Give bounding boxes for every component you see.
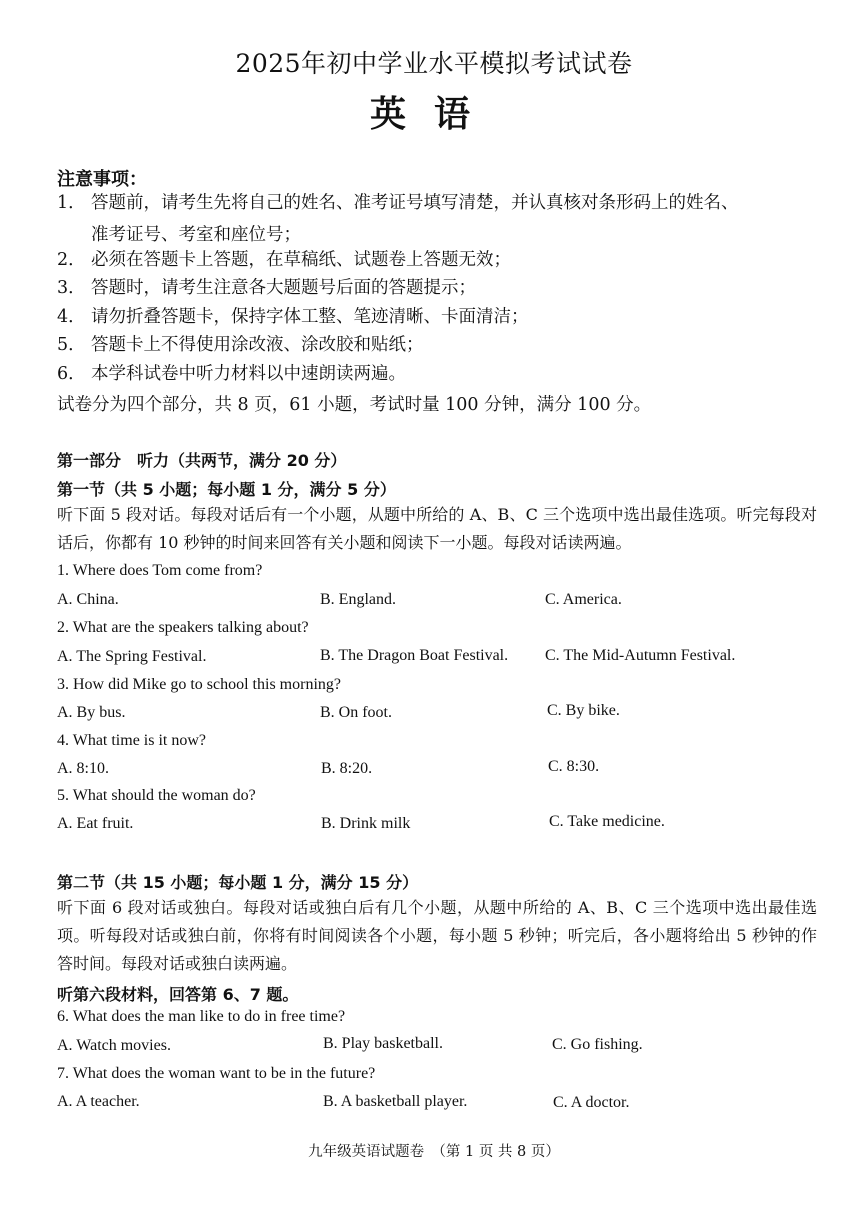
option-6b: B. Play basketball. <box>323 1035 443 1052</box>
exam-summary: 试卷分为四个部分，共 8 页，61 小题，考试时量 100 分钟，满分 100 分。 <box>57 395 652 415</box>
option-7c: C. A doctor. <box>553 1094 630 1111</box>
option-4b: B. 8:20. <box>321 760 373 777</box>
note-item-3 <box>57 274 817 302</box>
option-5c: C. Take medicine. <box>549 813 665 830</box>
notes-heading: 注意事项： <box>57 169 147 190</box>
note-text: 答题卡上不得使用涂改液、涂改胶和贴纸； <box>91 335 424 355</box>
option-5a: A. Eat fruit. <box>57 815 134 832</box>
note-item-2 <box>57 246 817 274</box>
question-4: 4. What time is it now? <box>57 732 207 749</box>
question-6: 6. What does the man like to do in free time? <box>57 1008 346 1025</box>
option-3a: A. By bus. <box>57 704 126 721</box>
note-number: 5． <box>57 335 86 355</box>
option-1c: C. America. <box>545 591 622 608</box>
note-text: 请勿折叠答题卡，保持字体工整、笔迹清晰、卡面清洁； <box>91 307 529 327</box>
exam-title: 2025年初中学业水平模拟考试试卷 <box>235 49 633 78</box>
note-number: 4． <box>57 307 86 327</box>
option-7b: B. A basketball player. <box>323 1093 468 1110</box>
option-2a: A. The Spring Festival. <box>57 648 207 665</box>
note-item-1 <box>57 189 817 217</box>
section1-instructions: 听下面 5 段对话。每段对话后有一个小题，从题中所给的 A、B、C 三个选项中选出最佳选项。听完每段对话后，你都有 10 秒钟的时间来回答有关小题和阅读下一小题。每段对话读两遍。 <box>57 505 817 552</box>
section2-heading: 第二节（共 15 小题；每小题 1 分，满分 15 分） <box>57 873 419 892</box>
material-heading: 听第六段材料，回答第 6、7 题。 <box>57 985 299 1004</box>
note-number: 1． <box>57 193 86 213</box>
note-text: 必须在答题卡上答题，在草稿纸、试题卷上答题无效； <box>91 250 511 270</box>
question-1: 1. Where does Tom come from? <box>57 562 263 579</box>
option-2b: B. The Dragon Boat Festival. <box>320 647 509 664</box>
note-number: 3． <box>57 278 86 298</box>
note-item-1-continued: 准考证号、考室和座位号； <box>91 225 301 245</box>
page-footer: 九年级英语试题卷 （第 1 页 共 8 页） <box>308 1144 560 1160</box>
question-7: 7. What does the woman want to be in the future? <box>57 1065 376 1082</box>
note-item-5 <box>57 331 817 359</box>
option-1a: A. China. <box>57 591 119 608</box>
note-text: 答题时，请考生注意各大题题号后面的答题提示； <box>91 278 476 298</box>
option-2c: C. The Mid-Autumn Festival. <box>545 647 736 664</box>
option-6a: A. Watch movies. <box>57 1037 171 1054</box>
subject-title: 英语 <box>369 94 498 135</box>
option-5b: B. Drink milk <box>321 815 411 832</box>
option-1b: B. England. <box>320 591 396 608</box>
note-item-4 <box>57 303 817 331</box>
question-5: 5. What should the woman do? <box>57 787 256 804</box>
note-item-6 <box>57 360 817 388</box>
option-6c: C. Go fishing. <box>552 1036 643 1053</box>
note-text: 本学科试卷中听力材料以中速朗读两遍。 <box>91 364 406 384</box>
part1-heading: 第一部分 听力（共两节，满分 20 分） <box>57 451 347 470</box>
option-4a: A. 8:10. <box>57 760 109 777</box>
note-text: 答题前，请考生先将自己的姓名、准考证号填写清楚，并认真核对条形码上的姓名、 <box>91 193 739 213</box>
question-3: 3. How did Mike go to school this morning? <box>57 676 341 693</box>
section2-instructions: 听下面 6 段对话或独白。每段对话或独白后有几个小题，从题中所给的 A、B、C 三个选项中选出最佳选项。听每段对话或独白前，你将有时间阅读各个小题，每小题 5 秒钟；听完后，各小题将给出 5 秒钟的作答时间。每段对话或独白读两遍。 <box>57 898 817 973</box>
question-2: 2. What are the speakers talking about? <box>57 619 309 636</box>
option-3b: B. On foot. <box>320 704 392 721</box>
option-7a: A. A teacher. <box>57 1093 140 1110</box>
note-number: 6． <box>57 364 86 384</box>
option-3c: C. By bike. <box>547 702 620 719</box>
option-4c: C. 8:30. <box>548 758 600 775</box>
note-number: 2． <box>57 250 86 270</box>
section1-heading: 第一节（共 5 小题；每小题 1 分，满分 5 分） <box>57 480 396 499</box>
